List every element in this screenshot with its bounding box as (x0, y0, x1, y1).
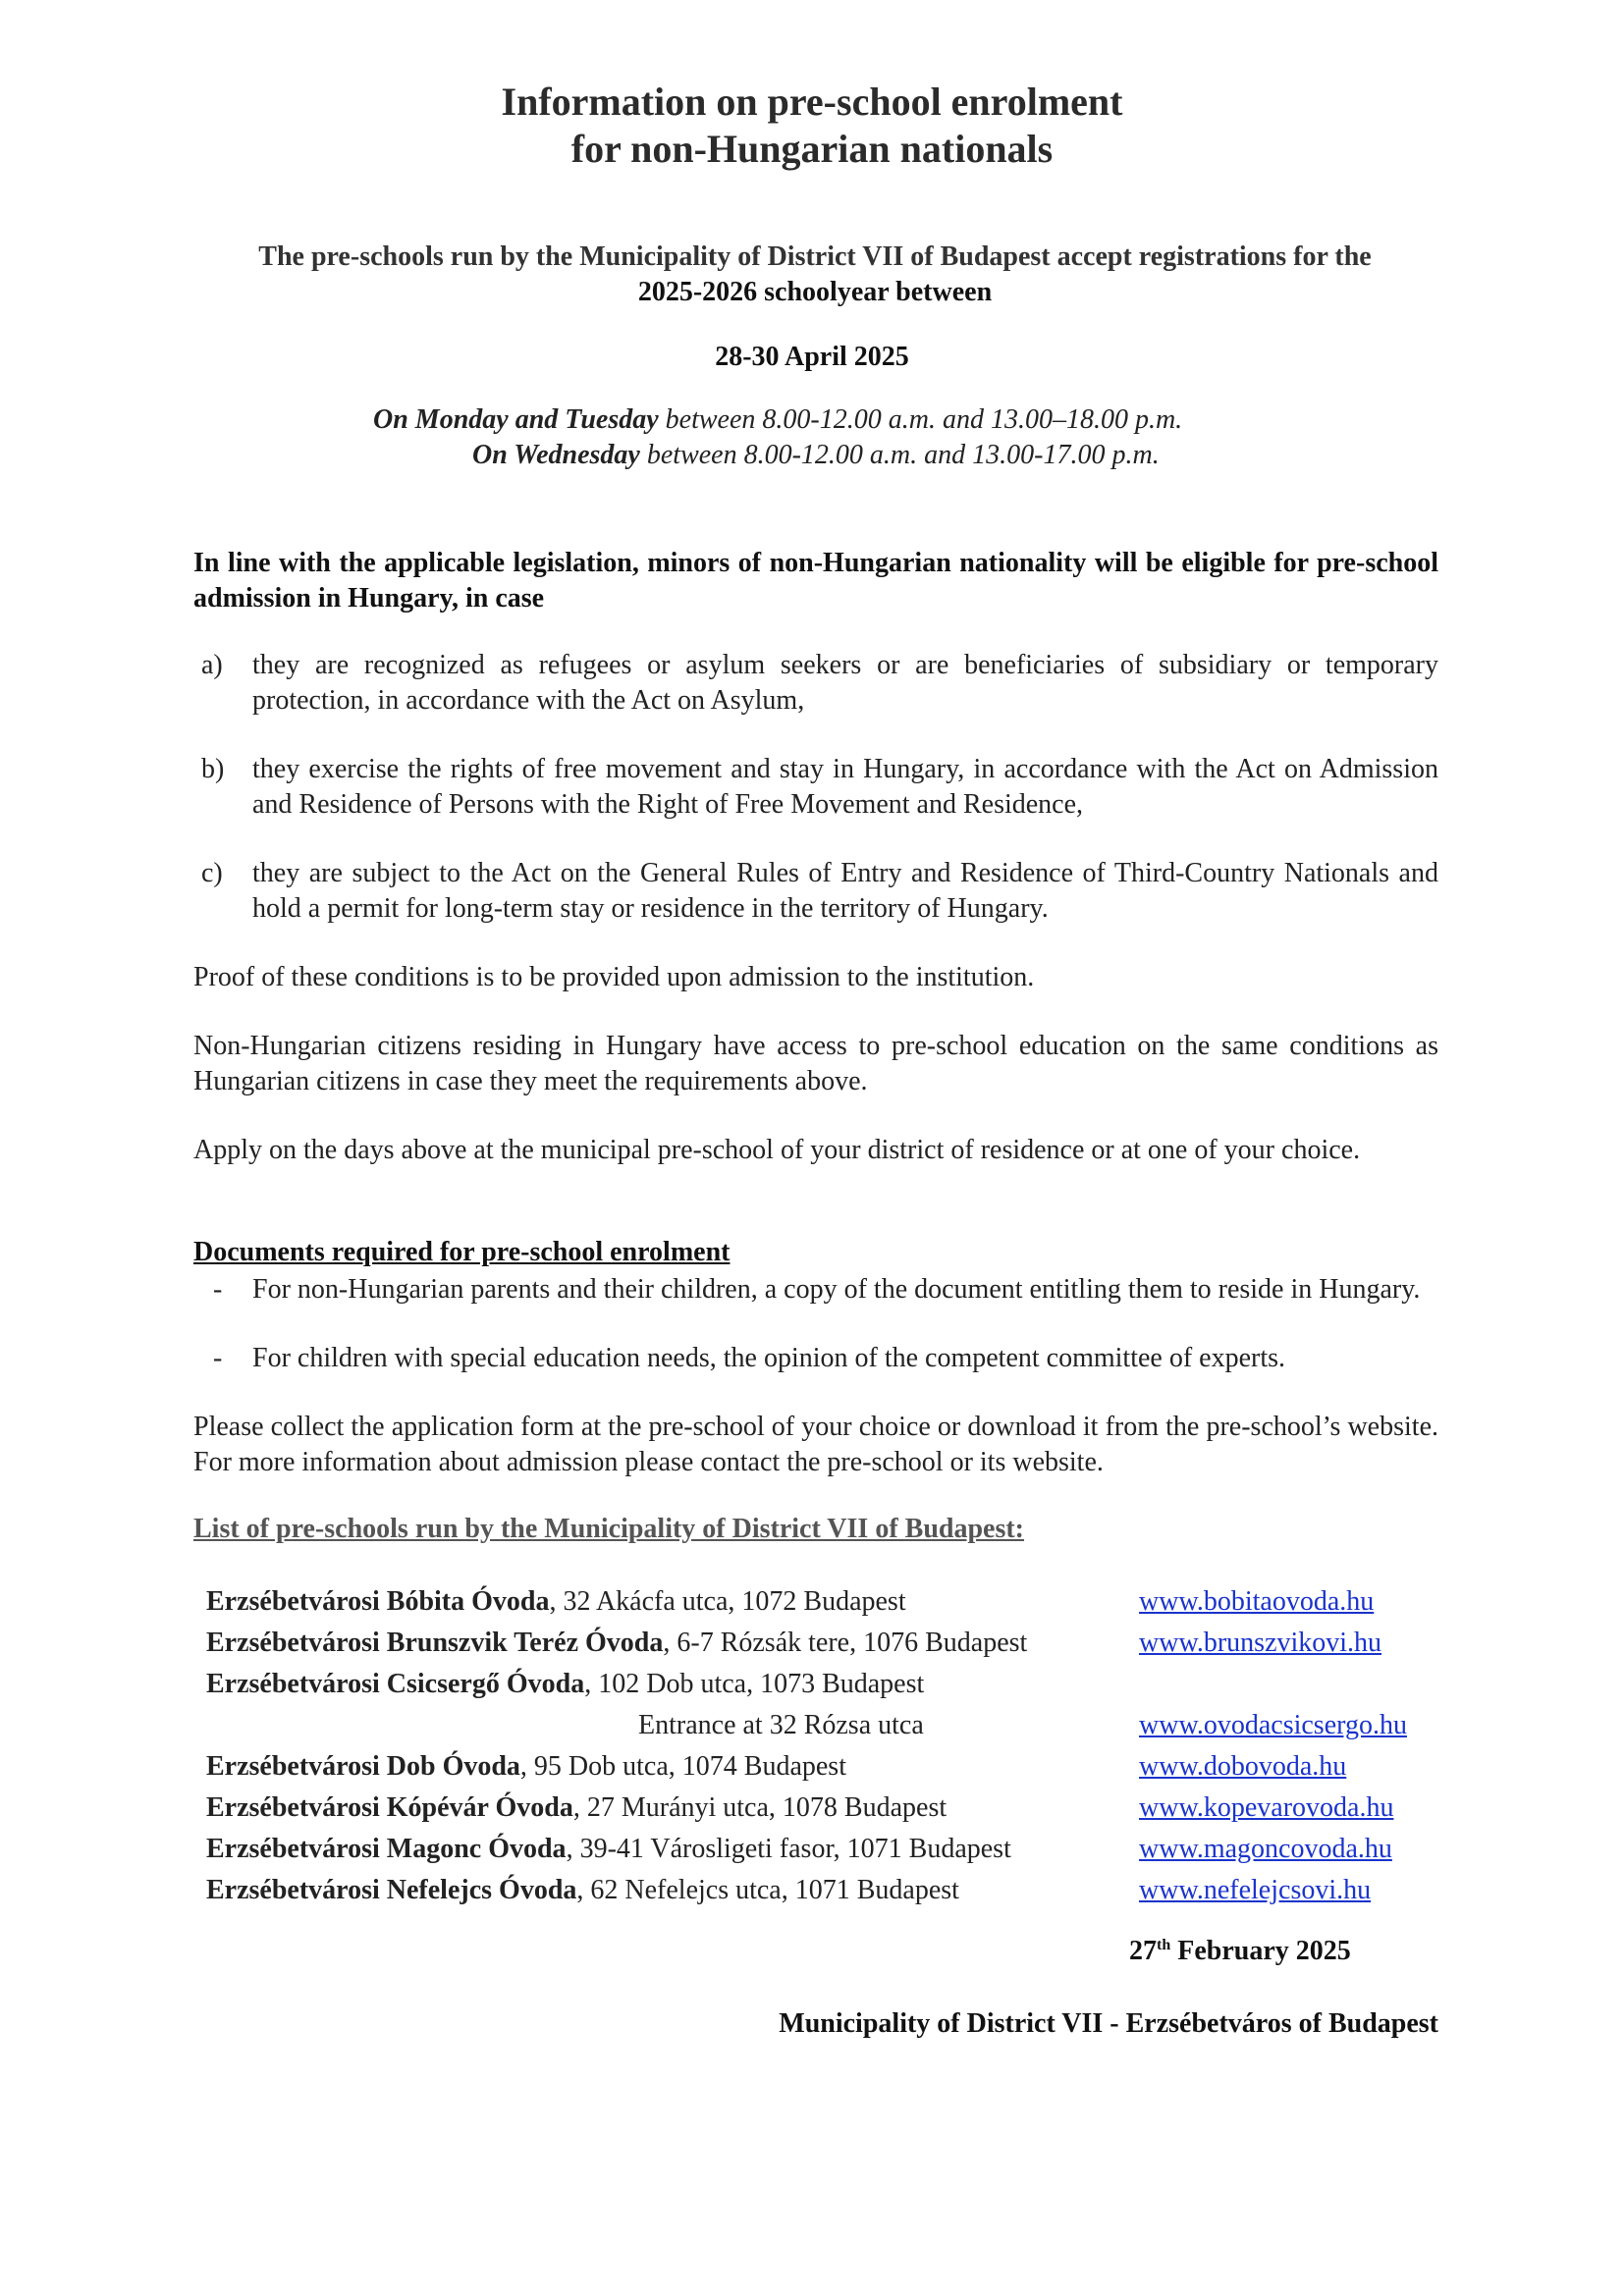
list-item-text: they are subject to the Act on the General Rules of Entry and Residence of Third-Country Nationals and hold a permit for long-term stay or residence in the territory of Hungary. (252, 858, 1438, 924)
school-row (206, 1584, 1443, 1624)
eligibility-item-a (193, 648, 1438, 719)
dash-item-text: For children with special education needs, the opinion of the competent committee of experts. (252, 1343, 1286, 1373)
access-paragraph: Non-Hungarian citizens residing in Hungary have access to pre-school education on the same conditions as Hungarian citizens in case they meet the requirements above. (193, 1031, 1438, 1096)
school-row (206, 1790, 1443, 1830)
apply-paragraph: Apply on the days above at the municipal pre-school of your district of residence or at one of your choice. (193, 1135, 1361, 1165)
school-row (206, 1667, 1443, 1706)
school-row (206, 1626, 1443, 1665)
list-marker: c) (201, 858, 223, 888)
schedule-wed-label: On Wednesday (472, 440, 640, 470)
school-address: , 6-7 Rózsák tere, 1076 Budapest (663, 1628, 1028, 1658)
school-address: , 32 Akácfa utca, 1072 Budapest (549, 1586, 906, 1617)
list-item-text: they are recognized as refugees or asylum seekers or are beneficiaries of subsidiary or temporary protection, in accordance with the Act on Asylum, (252, 650, 1438, 716)
documents-heading: Documents required for pre-school enrolment (193, 1237, 731, 1267)
title-line-1: Information on pre-school enrolment (501, 80, 1123, 124)
school-row (206, 1832, 1443, 1871)
intro-line-2: 2025-2026 schoolyear between (637, 277, 993, 307)
school-website-link[interactable]: www.kopevarovoda.hu (1139, 1792, 1394, 1823)
document-date (1129, 1936, 1351, 1967)
school-name: Erzsébetvárosi Csicsergő Óvoda (206, 1669, 585, 1699)
school-row-entrance (206, 1708, 1443, 1747)
school-website-link[interactable]: www.bobitaovoda.hu (1139, 1586, 1375, 1617)
school-name: Erzsébetvárosi Magonc Óvoda (206, 1834, 567, 1864)
school-row (206, 1873, 1443, 1912)
documents-item-1 (193, 1272, 1438, 1308)
date-day: 27 (1129, 1936, 1157, 1966)
date-suffix: th (1157, 1937, 1171, 1953)
school-address: , 39-41 Városligeti fasor, 1071 Budapest (566, 1834, 1011, 1864)
schedule-wed (472, 440, 1160, 471)
schedule-mon-tue-label: On Monday and Tuesday (373, 404, 659, 435)
school-website-link[interactable]: www.brunszvikovi.hu (1139, 1628, 1382, 1658)
date-rest: February 2025 (1170, 1936, 1351, 1966)
school-row (206, 1749, 1443, 1789)
dash-marker: - (213, 1343, 223, 1373)
school-name: Erzsébetvárosi Nefelejcs Óvoda (206, 1875, 577, 1905)
dash-marker: - (213, 1274, 223, 1305)
registration-dates: 28-30 April 2025 (715, 342, 909, 372)
dash-item-text: For non-Hungarian parents and their children, a copy of the document entitling them to reside in Hungary. (252, 1274, 1421, 1305)
school-address: , 102 Dob utca, 1073 Budapest (584, 1669, 925, 1699)
collect-paragraph: Please collect the application form at the pre-school of your choice or download it from the pre-school’s website. For more information about admission please contact the pre-school or its website. (193, 1412, 1438, 1477)
school-address: , 27 Murányi utca, 1078 Budapest (572, 1792, 947, 1823)
school-name: Erzsébetvárosi Kópévár Óvoda (206, 1792, 573, 1823)
school-website-link[interactable]: www.magoncovoda.hu (1139, 1834, 1392, 1864)
intro-line-1: The pre-schools run by the Municipality of District VII of Budapest accept registrations for the (258, 241, 1372, 272)
title-line-2: for non-Hungarian nationals (570, 127, 1054, 171)
page-title (0, 79, 1624, 173)
school-name: Erzsébetvárosi Bóbita Óvoda (206, 1586, 550, 1617)
intro-text (177, 240, 1453, 310)
school-name: Erzsébetvárosi Dob Óvoda (206, 1751, 520, 1782)
schedule-wed-hours: between 8.00-12.00 a.m. and 13.00-17.00 p.m. (639, 440, 1160, 470)
eligibility-lead: In line with the applicable legislation, minors of non-Hungarian nationality will be eligible for pre-school admission in Hungary, in case (193, 548, 1438, 614)
documents-item-2 (193, 1341, 1438, 1376)
school-name: Erzsébetvárosi Brunszvik Teréz Óvoda (206, 1628, 664, 1658)
list-marker: b) (201, 754, 225, 784)
eligibility-item-b (193, 752, 1438, 823)
eligibility-item-c (193, 856, 1438, 927)
schools-heading: List of pre-schools run by the Municipality of District VII of Budapest: (193, 1514, 1025, 1544)
school-website-link[interactable]: www.nefelejcsovi.hu (1139, 1875, 1372, 1905)
school-address: , 95 Dob utca, 1074 Budapest (519, 1751, 846, 1782)
schedule-mon-tue (373, 404, 1182, 436)
school-address: , 62 Nefelejcs utca, 1071 Budapest (576, 1875, 959, 1905)
school-entrance-note: Entrance at 32 Rózsa utca (638, 1710, 924, 1740)
list-marker: a) (201, 650, 223, 680)
issuer-signature: Municipality of District VII - Erzsébetváros of Budapest (779, 2008, 1438, 2039)
proof-paragraph: Proof of these conditions is to be provided upon admission to the institution. (193, 962, 1035, 992)
list-item-text: they exercise the rights of free movement and stay in Hungary, in accordance with the Act on Admission and Residence of Persons with the Right of Free Movement and Residence, (252, 754, 1438, 820)
schedule-mon-tue-hours: between 8.00-12.00 a.m. and 13.00–18.00 p.m. (658, 404, 1183, 435)
school-website-link[interactable]: www.dobovoda.hu (1139, 1751, 1347, 1782)
school-website-link[interactable]: www.ovodacsicsergo.hu (1139, 1710, 1407, 1740)
